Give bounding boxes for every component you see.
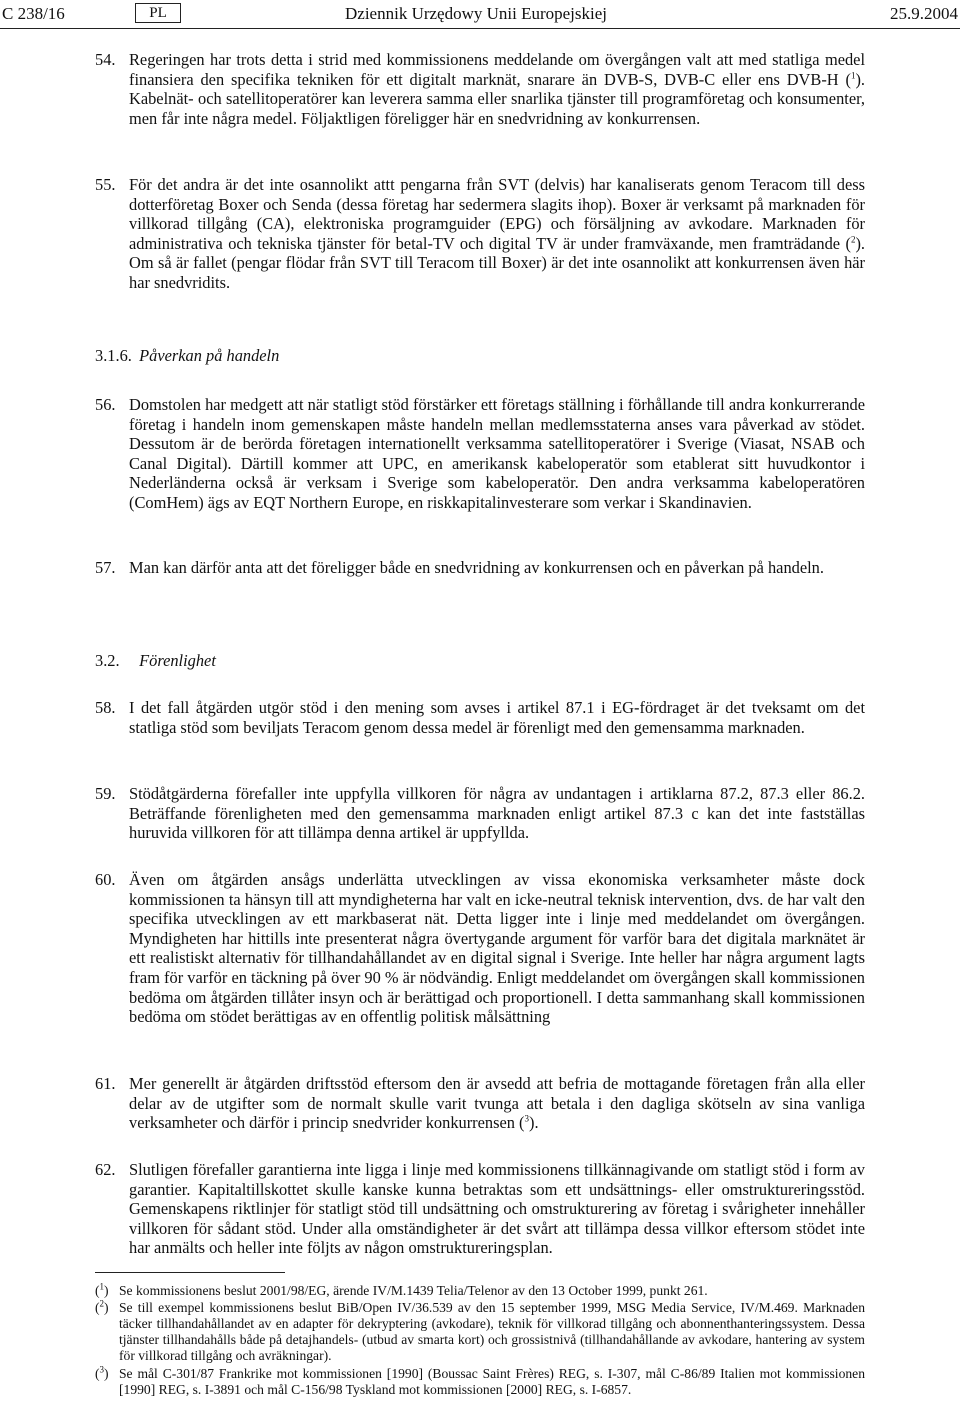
footnote-number: ($^1$) xyxy=(95,1281,109,1298)
language-box: PL xyxy=(135,3,181,23)
footnote-3 xyxy=(95,1366,865,1398)
paragraph-text xyxy=(129,175,865,293)
paragraph-number: 56. xyxy=(95,395,116,414)
paragraph-text: Domstolen har medgett att när statligt stöd förstärker ett företags ställning i förhållande till andra konkurrerande företag i handeln inom gemenskapen måste handeln mellan medlemsstaterna anses vara påverkad av stödet. Dessutom är de berörda företagen internationellt verksamma satellitoperatörer i Sverige (Viasat, NSAB och Canal Digital). Därtill kommer att UPC, en amerikansk kabeloperatör som etablerat sitt huvudkontor i Nederländerna också är verksam i Sverige som kabeloperatör. Den andra verksamma kabeloperatören (ComHem) ägs av EQT Northern Europe, en riskkapitalinvesterare som verkar i Skandinavien. xyxy=(129,395,865,512)
paragraph-text-part: ). Om så är fallet (pengar flödar från SVT till Teracom till Boxer) är det inte osannolikt att konkurrensen även här har snedvridits. xyxy=(129,233,865,292)
paragraph-number: 62. xyxy=(95,1160,116,1179)
section-title: Påverkan på handeln xyxy=(139,346,280,365)
footnote-text: Se kommissionens beslut 2001/98/EG, ärende IV/M.1439 Telia/Telenor av den 13 October 1999, punkt 261. xyxy=(119,1283,708,1298)
page-reference: C 238/16 xyxy=(2,4,65,23)
paragraph-number: 57. xyxy=(95,558,116,577)
paragraph-number: 58. xyxy=(95,698,116,717)
footnote-number: ($^2$) xyxy=(95,1298,109,1315)
footnote-number: ($^3$) xyxy=(95,1364,109,1381)
footnote-ref[interactable]: 1 xyxy=(850,70,856,81)
paragraph-number: 55. xyxy=(95,175,116,194)
paragraph-60 xyxy=(95,870,865,1027)
paragraph-56 xyxy=(95,395,865,513)
footnote-text: Se till exempel kommissionens beslut BiB/Open IV/36.539 av den 15 september 1999, MSG Media Service, IV/M.469. Marknaden täcker tillhandahållandet av en adapter för dekryptering (avkodare), teknik för villkorad tillgång och abonnenthanteringssystem. Dessa tjänster tillhandahålls både på detajhandels- (utbud av smarta kort) och grossistnivå (tillhandahållande av avkodare, hantering av system för villkorad tillgång och avräkningar). xyxy=(119,1300,865,1363)
section-number: 3.1.6. xyxy=(95,346,132,365)
footnote-number-value: 2 xyxy=(99,1298,105,1309)
paragraph-text xyxy=(129,1074,865,1133)
footnote-text: Se mål C-301/87 Frankrike mot kommissionen [1990] (Boussac Saint Frères) REG, s. I-307, mål C-86/89 Italien mot kommissionen [1990] REG, s. I-3891 och mål C-156/98 Tyskland mot kommissionen [2000] REG, s. I-6857. xyxy=(119,1366,865,1397)
paragraph-number: 60. xyxy=(95,870,116,889)
paragraph-61 xyxy=(95,1074,865,1133)
paragraph-text-part: Mer generellt är åtgärden driftsstöd eftersom den är avsedd att befria de mottagande företagen från alla eller delar av de utgifter som de normalt skulle varit tvunga att betala i den dagliga skötseln av sina vanliga verksamheter och därför i princip snedvrider konkurrensen ( xyxy=(129,1074,865,1133)
paragraph-number: 61. xyxy=(95,1074,116,1093)
paragraph-text: Slutligen förefaller garantierna inte ligga i linje med kommissionens tillkännagivande om statligt stöd i form av garantier. Kapitaltillskottet skulle kanske kunna betraktas som ett undsättnings- eller omstruktureringsstöd. Gemenskapens riktlinjer för statligt stöd till undsättning och omstrukturering av företag i svårigheter innehåller villkoren för sådant stöd. Under alla omständigheter är det svårt att tillämpa dessa villkor eftersom stödet inte har anmälts och heller inte följts av någon omstruktureringsplan. xyxy=(129,1160,865,1258)
footnote-number-value: 1 xyxy=(99,1281,105,1292)
paragraph-54 xyxy=(95,50,865,128)
footnote-ref[interactable]: 2 xyxy=(850,234,856,245)
paragraph-text: I det fall åtgärden utgör stöd i den mening som avses i artikel 87.1 i EG-fördraget är det tveksamt om det statliga stöd som beviljats Teracom genom dessa medel är förenligt med den gemensamma marknaden. xyxy=(129,698,865,737)
paragraph-text: Även om åtgärden ansågs underlätta utvecklingen av vissa ekonomiska verksamheter måste dock kommissionen ta hänsyn till att myndigheterna har valt en icke-neutral teknisk intervention, dvs. de har valt den specifika utvecklingen av ett markbaserat nät. Detta ligger inte i linje med meddelandet om övergången. Myndigheten har hittills inte presenterat några övertygande argument för varför bara det digitala marknätet är ett realistiskt alternativ för tillhandahållandet av en digital signal i Sverige. Inte heller har några argument lagts fram för varför en täckning på över 90 % är nödvändig. Enligt meddelandet om övergången skall kommissionen bedöma om åtgärden tillåter insyn och är berättigad och proportionell. I detta sammanhang skall kommissionen bedöma om stödet berättigas av en offentlig politisk målsättning xyxy=(129,870,865,1027)
page-header xyxy=(0,0,960,29)
paragraph-text-part: Regeringen har trots detta i strid med kommissionens meddelande om övergången valt att med statliga medel finansiera den specifika tekniken för ett digitalt marknät, snarare än DVB-S, DVB-C eller ens DVB-H ( xyxy=(129,50,865,89)
paragraph-number: 54. xyxy=(95,50,116,69)
paragraph-text-part: ). xyxy=(529,1113,539,1133)
paragraph-58 xyxy=(95,698,865,737)
paragraph-text: Man kan därför anta att det föreligger både en snedvridning av konkurrensen och en påverkan på handeln. xyxy=(129,558,824,577)
paragraph-text-part: För det andra är det inte osannolikt attt pengarna från SVT (delvis) har kanaliserats genom Teracom till dess dotterföretag Boxer och Senda (dessa företag har sedermera slagits ihop). Boxer är verksamt på marknaden för villkorad tillgång (CA), elektroniska programguider (EPG) och försäljning av avkodare. Marknaden för administrativa och tekniska tjänster för betal-TV och digital TV är under framväxande, men framträdande ( xyxy=(129,175,865,253)
section-number: 3.2. xyxy=(95,651,120,670)
paragraph-55 xyxy=(95,175,865,293)
footnote-number-value: 3 xyxy=(99,1364,105,1375)
section-title: Förenlighet xyxy=(139,651,216,670)
paragraph-62 xyxy=(95,1160,865,1258)
publication-date: 25.9.2004 xyxy=(890,4,958,23)
paragraph-text xyxy=(129,50,865,128)
paragraph-text-part: ). Kabelnät- och satellitoperatörer kan leverera samma eller snarlika tjänster till programföretag och konsumenter, men får inte några medel. Följaktligen föreligger här en snedvridning av konkurrensen. xyxy=(129,69,865,128)
footnote-2 xyxy=(95,1300,865,1364)
paragraph-59 xyxy=(95,784,865,843)
paragraph-text: Stödåtgärderna förefaller inte uppfylla villkoren för några av undantagen i artiklarna 87.2, 87.3 eller 86.2. Beträffande förenligheten med den gemensamma marknaden enligt artikel 87.3 c kan det inte fastställas huruvida villkoren för att tillämpa denna artikel är uppfyllda. xyxy=(129,784,865,843)
paragraph-number: 59. xyxy=(95,784,116,803)
journal-title: Dziennik Urzędowy Unii Europejskiej xyxy=(345,4,608,23)
section-heading-3-2 xyxy=(95,651,216,671)
footnote-1 xyxy=(95,1283,865,1299)
paragraph-57 xyxy=(95,558,865,578)
footnote-divider xyxy=(95,1272,285,1273)
section-heading-3-1-6 xyxy=(95,346,279,366)
footnote-ref[interactable]: 3 xyxy=(524,1113,530,1124)
